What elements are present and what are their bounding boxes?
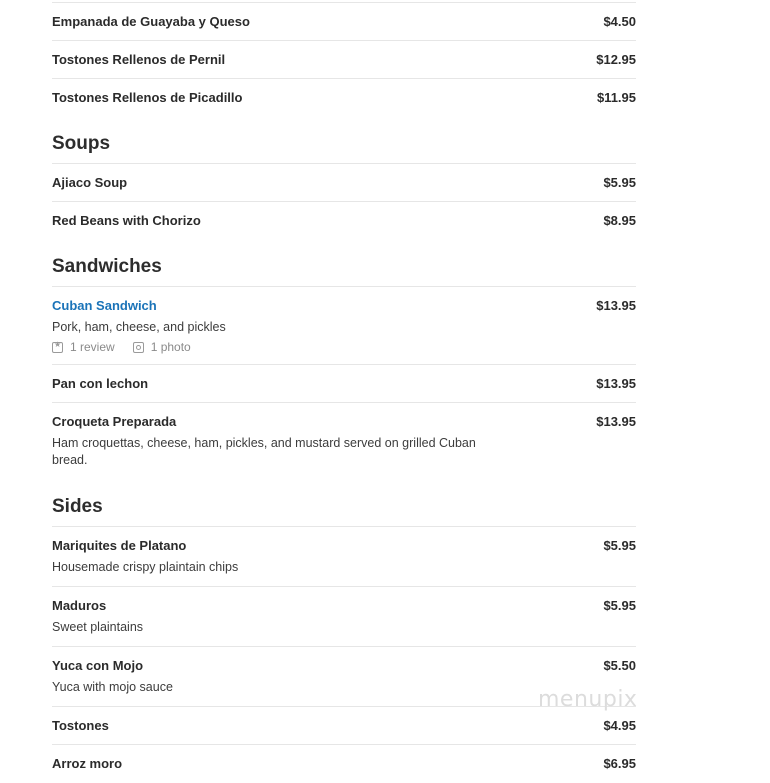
menu-item	[52, 286, 636, 364]
item-price: $13.95	[596, 414, 636, 429]
item-price: $5.95	[603, 538, 636, 553]
menu-item	[52, 526, 636, 586]
review-count-link[interactable]: 1 review	[70, 340, 115, 354]
photo-count-link[interactable]: 1 photo	[150, 340, 191, 354]
item-description: Ham croquettas, cheese, ham, pickles, and mustard served on grilled Cuban bread.	[52, 436, 476, 467]
menu-item	[52, 78, 636, 116]
item-name: Tostones	[52, 718, 109, 733]
item-price: $5.95	[603, 175, 636, 190]
item-name: Mariquites de Platano	[52, 538, 187, 553]
menu-item	[52, 586, 636, 646]
menu-item	[52, 40, 636, 78]
review-icon	[52, 342, 63, 353]
menu-item	[52, 2, 636, 40]
watermark-logo: menupix	[538, 687, 638, 712]
item-price: $11.95	[596, 90, 636, 105]
section-title-sides: Sides	[52, 496, 103, 517]
menu-item	[52, 201, 636, 239]
menu-item	[52, 163, 636, 201]
item-description: Yuca with mojo sauce	[52, 680, 173, 694]
item-price: $13.95	[596, 298, 636, 313]
item-name: Yuca con Mojo	[52, 658, 144, 673]
section-title-sandwiches: Sandwiches	[52, 256, 162, 277]
item-name: Croqueta Preparada	[52, 414, 177, 429]
item-name: Maduros	[52, 598, 107, 613]
item-description: Pork, ham, cheese, and pickles	[52, 320, 226, 334]
cuban-sandwich-link[interactable]: Cuban Sandwich	[52, 298, 157, 313]
item-price: $5.50	[603, 658, 636, 673]
menu-item	[52, 364, 636, 402]
item-name: Ajiaco Soup	[52, 175, 128, 190]
item-price: $6.95	[603, 756, 636, 771]
item-description: Housemade crispy plaintain chips	[52, 560, 239, 574]
item-meta	[52, 340, 636, 354]
item-price: $8.95	[603, 213, 636, 228]
item-name: Empanada de Guayaba y Queso	[52, 14, 250, 29]
menu-item	[52, 744, 636, 782]
item-price: $4.95	[603, 718, 636, 733]
camera-icon	[133, 342, 144, 353]
item-name: Tostones Rellenos de Picadillo	[52, 90, 243, 105]
item-name: Pan con lechon	[52, 376, 149, 391]
item-price: $4.50	[603, 14, 636, 29]
menu-list	[52, 2, 636, 782]
item-name: Tostones Rellenos de Pernil	[52, 52, 226, 67]
item-name: Arroz moro	[52, 756, 123, 771]
item-price: $13.95	[596, 376, 636, 391]
item-description: Sweet plaintains	[52, 620, 144, 634]
menu-item	[52, 402, 636, 479]
item-price: $5.95	[603, 598, 636, 613]
section-title-soups: Soups	[52, 133, 111, 154]
item-name: Red Beans with Chorizo	[52, 213, 201, 228]
item-price: $12.95	[596, 52, 636, 67]
